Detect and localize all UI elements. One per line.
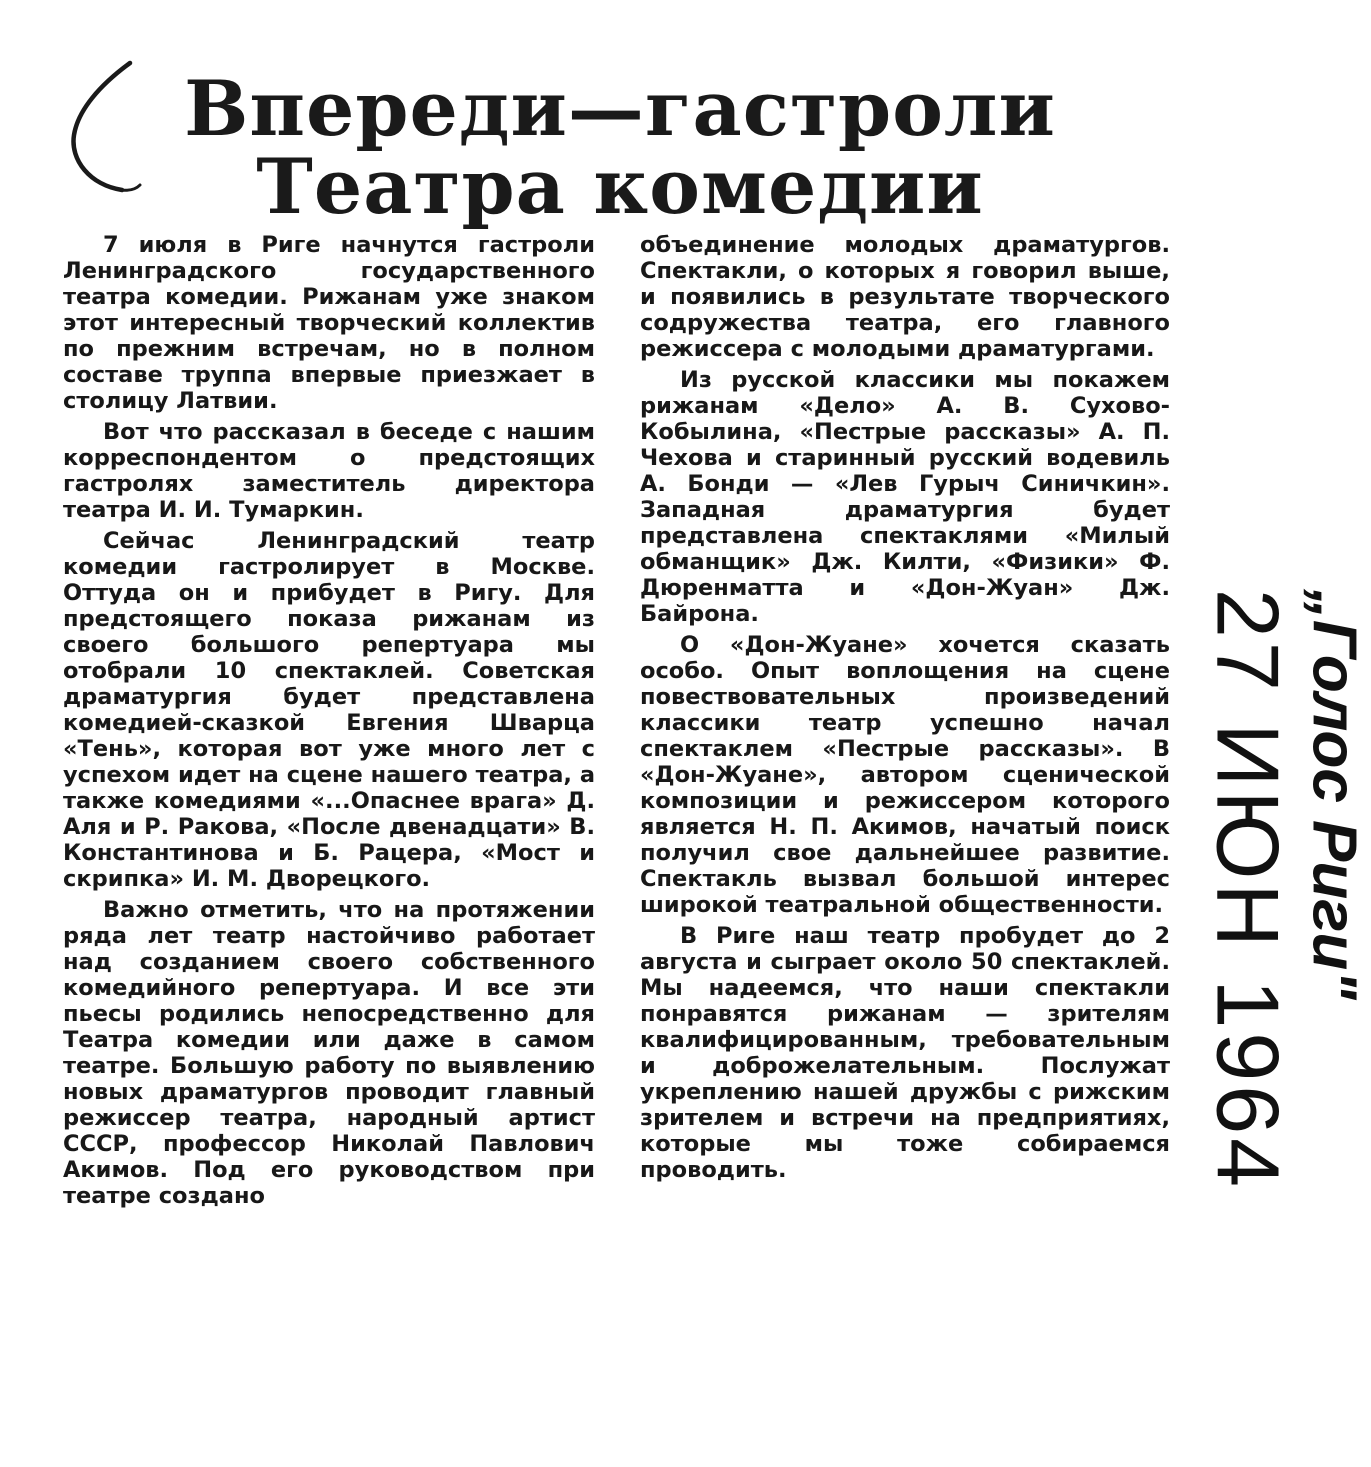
paragraph: Вот что рассказал в беседе с нашим корреспондентом о предстоящих гастролях заместитель директора театра И. И. Тумаркин. [63,419,595,523]
headline-line-2: Театра комедии [256,142,984,231]
paragraph: Важно отметить, что на протяжении ряда лет театр настойчиво работает над созданием своего собственного комедийного репертуара. И все эти пьесы родились непосредственно для Театра комедии или даже в самом театре. Большую работу по выявлению новых драматургов проводит главный режиссер театра, народный артист СССР, профессор Николай Павлович Акимов. Под его руководством при театре создано [63,897,595,1209]
stamp-date: 27 ИЮН 1964 [1198,588,1298,1192]
paragraph: объединение молодых драматургов. Спектакли, о которых я говорил выше, и появились в результате творческого содружества театра, его главного режиссера с молодыми драматургами. [640,232,1170,362]
paragraph: В Риге наш театр пробудет до 2 августа и сыграет около 50 спектаклей. Мы надеемся, что наши спектакли понравятся рижанам — зрителям квалифицированным, требовательным и доброжелательным. Послужат укреплению нашей дружбы с рижским зрителем и встречи на предприятиях, которые мы тоже собираемся проводить. [640,923,1170,1183]
stamp-newspaper-name: „Голос Риги" [1299,588,1369,1000]
paragraph: Из русской классики мы покажем рижанам «Дело» А. В. Сухово-Кобылина, «Пестрые рассказы» А. П. Чехова и старинный русский водевиль А. Бонди — «Лев Гурыч Синичкин». Западная драматургия будет представлена спектаклями «Милый обманщик» Дж. Килти, «Физики» Ф. Дюренматта и «Дон-Жуан» Дж. Байрона. [640,367,1170,627]
paragraph: О «Дон-Жуане» хочется сказать особо. Опыт воплощения на сцене повествовательных произведений классики театр успешно начал спектаклем «Пестрые рассказы». В «Дон-Жуане», автором сценической композиции и режиссером которого является Н. П. Акимов, начатый поиск получил свое дальнейшее развитие. Спектакль вызвал большой интерес широкой театральной общественности. [640,632,1170,918]
headline-line-1: Впереди—гастроли [184,64,1056,153]
article-column-1 [63,232,595,1214]
paragraph: 7 июля в Риге начнутся гастроли Ленинградского государственного театра комедии. Рижанам уже знаком этот интересный творческий коллектив по прежним встречам, но в полном составе труппа впервые приезжает в столицу Латвии. [63,232,595,414]
paragraph: Сейчас Ленинградский театр комедии гастролирует в Москве. Оттуда он и прибудет в Ригу. Для предстоящего показа рижанам из своего большого репертуара мы отобрали 10 спектаклей. Советская драматургия будет представлена комедией-сказкой Евгения Шварца «Тень», которая вот уже много лет с успехом идет на сцене нашего театра, а также комедиями «...Опаснее врага» Д. Аля и Р. Ракова, «После двенадцати» В. Константинова и Б. Рацера, «Мост и скрипка» И. М. Дворецкого. [63,528,595,892]
hand-drawn-bracket-mark [60,55,150,205]
archive-stamp [1198,330,1369,1450]
headline [170,64,1070,231]
article-column-2 [640,232,1170,1188]
